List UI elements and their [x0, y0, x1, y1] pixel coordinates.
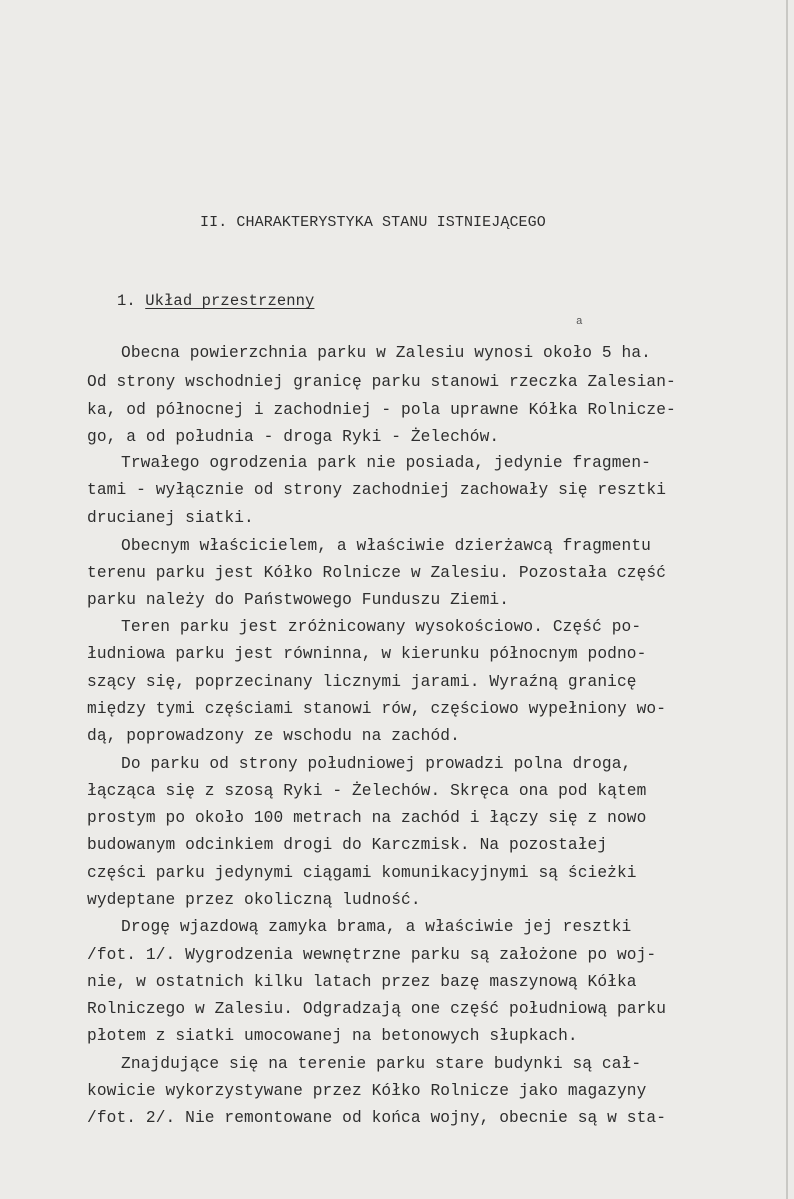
- text-line: parku należy do Państwowego Funduszu Ziemi.: [87, 591, 510, 609]
- text-line: Teren parku jest zróżnicowany wysokościowo. Część po-: [121, 618, 642, 636]
- text-line: /fot. 1/. Wygrodzenia wewnętrzne parku są założone po woj-: [87, 946, 657, 964]
- text-line: ka, od północnej i zachodniej - pola uprawne Kółka Rolnicze-: [87, 401, 676, 419]
- text-line: go, a od południa - droga Ryki - Żelechów.: [87, 428, 500, 446]
- text-line: części parku jedynymi ciągami komunikacyjnymi są ścieżki: [87, 864, 637, 882]
- text-line: drucianej siatki.: [87, 509, 254, 527]
- text-line: szący się, poprzecinany licznymi jarami. Wyraźną granicę: [87, 673, 637, 691]
- text-line: Obecna powierzchnia parku w Zalesiu wynosi około 5 ha.: [121, 344, 651, 362]
- text-line: prostym po około 100 metrach na zachód i łączy się z nowo: [87, 809, 647, 827]
- text-line: tami - wyłącznie od strony zachodniej zachowały się resztki: [87, 481, 667, 499]
- text-line: łącząca się z szosą Ryki - Żelechów. Skręca ona pod kątem: [87, 782, 647, 800]
- text-line: dą, poprowadzony ze wschodu na zachód.: [87, 727, 460, 745]
- section-number: 1.: [117, 292, 136, 310]
- text-line: budowanym odcinkiem drogi do Karczmisk. Na pozostałej: [87, 836, 608, 854]
- page-edge: [786, 0, 788, 1199]
- text-line: płotem z siatki umocowanej na betonowych słupkach.: [87, 1027, 578, 1045]
- text-line: Trwałego ogrodzenia park nie posiada, jedynie fragmen-: [121, 454, 651, 472]
- text-line: między tymi częściami stanowi rów, częściowo wypełniony wo-: [87, 700, 667, 718]
- text-line: Od strony wschodniej granicę parku stanowi rzeczka Zalesian-: [87, 373, 676, 391]
- text-line: nie, w ostatnich kilku latach przez bazę maszynową Kółka: [87, 973, 637, 991]
- section-heading: [117, 292, 314, 310]
- text-line: Do parku od strony południowej prowadzi polna droga,: [121, 755, 632, 773]
- text-line: terenu parku jest Kółko Rolnicze w Zalesiu. Pozostała część: [87, 564, 667, 582]
- text-line: /fot. 2/. Nie remontowane od końca wojny, obecnie są w sta-: [87, 1109, 667, 1127]
- text-line: Obecnym właścicielem, a właściwie dzierżawcą fragmentu: [121, 537, 651, 555]
- text-line: łudniowa parku jest równinna, w kierunku północnym podno-: [87, 645, 647, 663]
- chapter-heading: II. CHARAKTERYSTYKA STANU ISTNIEJĄCEGO: [200, 214, 546, 231]
- text-line: kowicie wykorzystywane przez Kółko Rolnicze jako magazyny: [87, 1082, 647, 1100]
- text-line: Rolniczego w Zalesiu. Odgradzają one część południową parku: [87, 1000, 667, 1018]
- margin-mark: a: [576, 316, 583, 328]
- section-title: Układ przestrzenny: [145, 292, 315, 310]
- text-line: Drogę wjazdową zamyka brama, a właściwie jej resztki: [121, 918, 632, 936]
- text-line: Znajdujące się na terenie parku stare budynki są cał-: [121, 1055, 642, 1073]
- text-line: wydeptane przez okoliczną ludność.: [87, 891, 421, 909]
